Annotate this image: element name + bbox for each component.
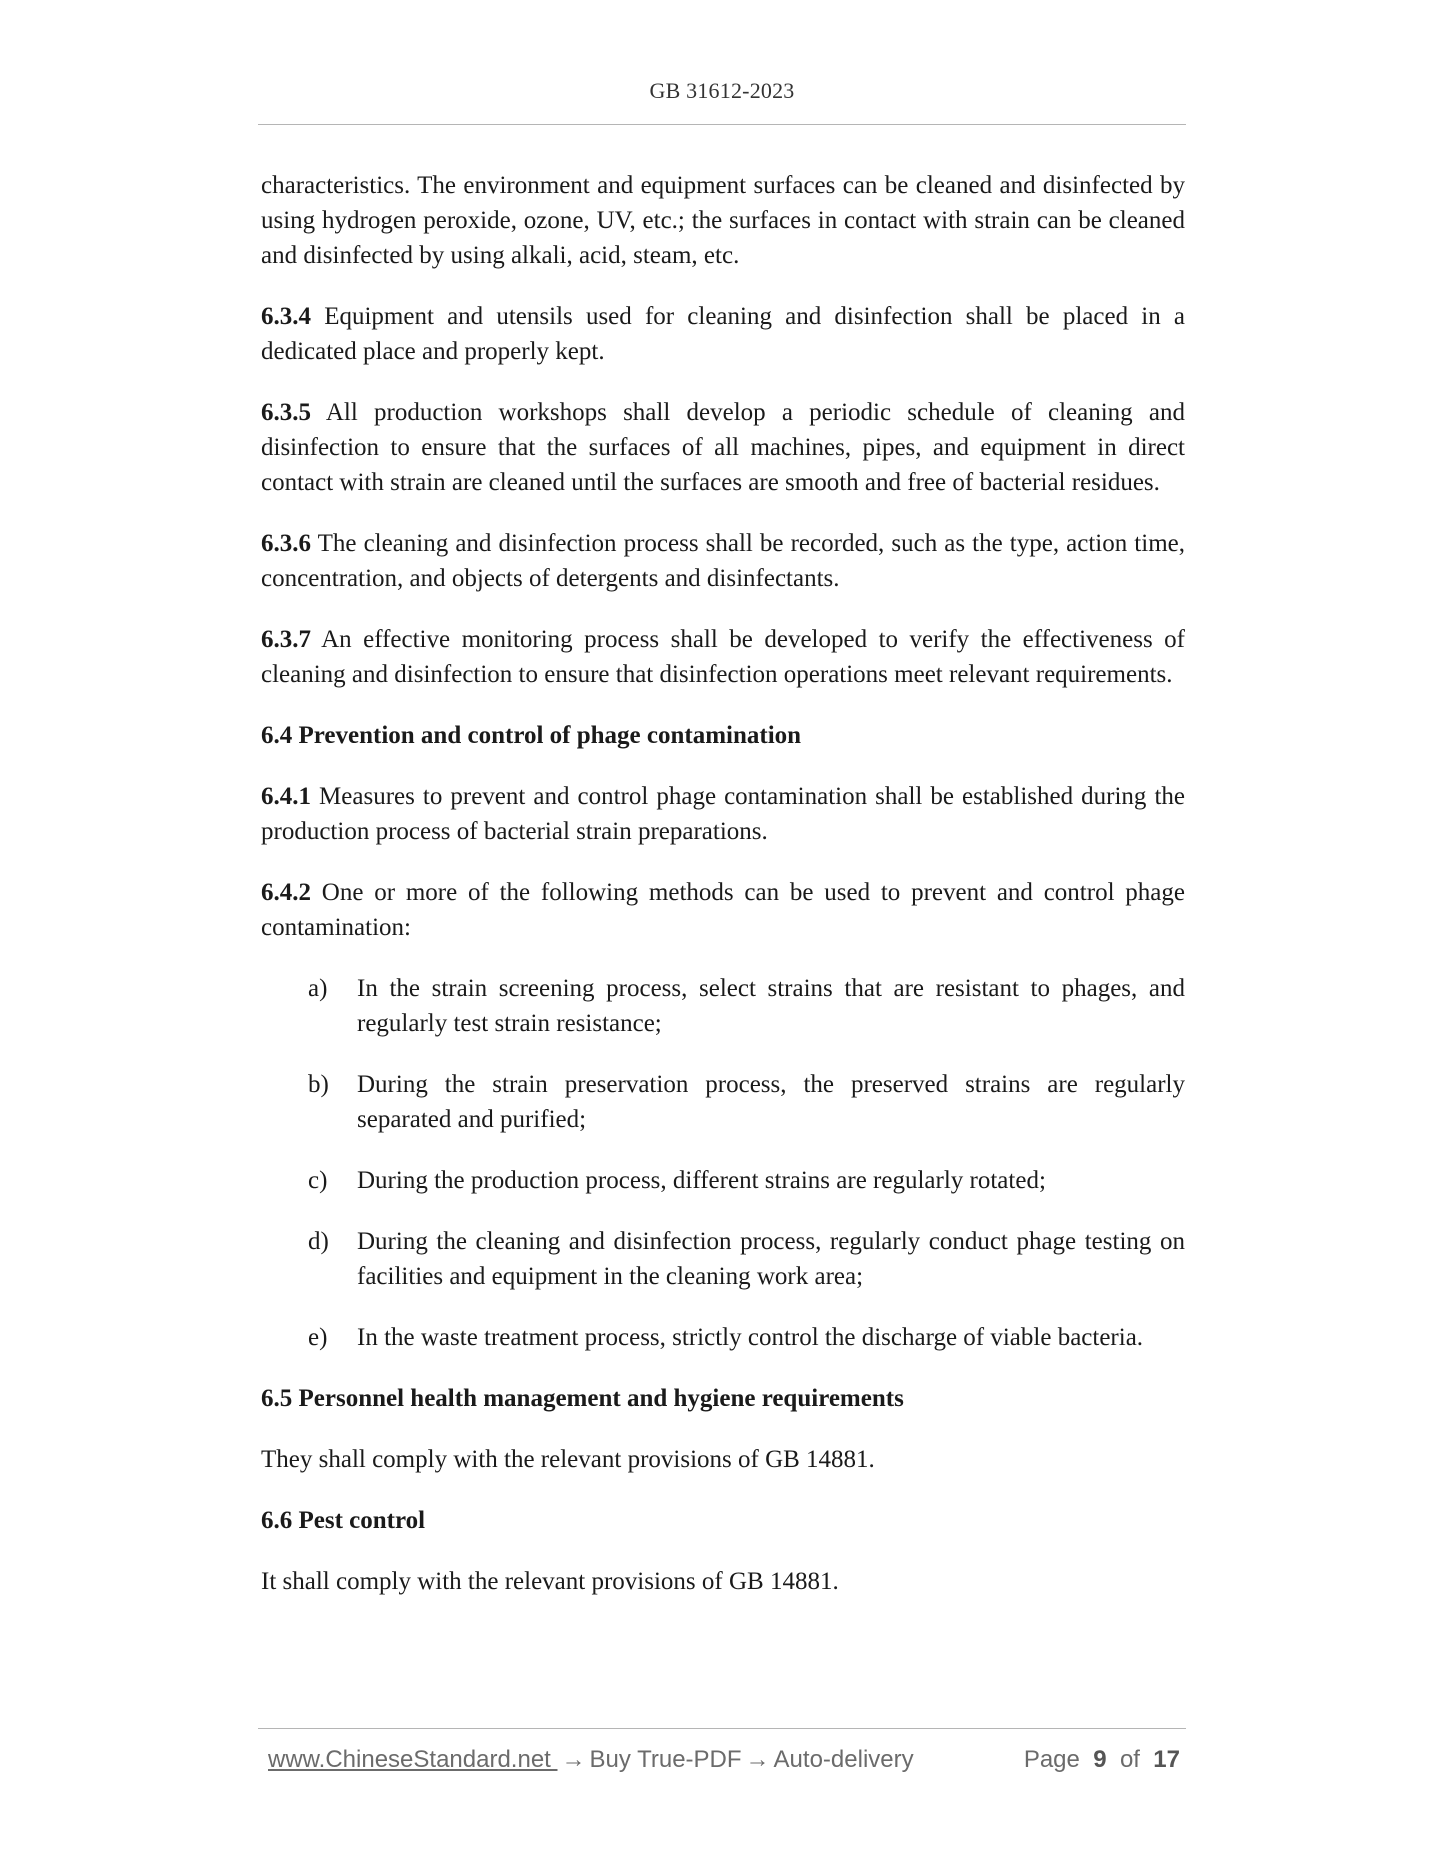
list-item-text: In the waste treatment process, strictly control the discharge of viable bacteria. [357, 1324, 1144, 1351]
list-item-text: In the strain screening process, select strains that are resistant to phages, and regularly test strain resistance; [357, 975, 1185, 1037]
clause-6-3-4 [261, 299, 1185, 369]
list-marker: a) [308, 975, 328, 1002]
arrow-right-icon: → [745, 1746, 770, 1773]
list-marker: d) [308, 1228, 329, 1255]
page-label: Page [1023, 1746, 1080, 1773]
clause-text: Measures to prevent and control phage contamination shall be established during the production process of bacterial strain preparations. [261, 783, 1186, 845]
clause-number: 6.3.6 [261, 530, 311, 557]
of-label: of [1119, 1746, 1140, 1773]
clause-number: 6.4.2 [261, 879, 311, 906]
list-item-a [261, 971, 1185, 1041]
paragraph-6-5: They shall comply with the relevant provisions of GB 14881. [261, 1446, 875, 1473]
clause-number: 6.3.4 [261, 303, 311, 330]
list-marker: b) [308, 1071, 329, 1098]
list-item-text: During the cleaning and disinfection process, regularly conduct phage testing on facilities and equipment in the cleaning work area; [357, 1228, 1185, 1290]
total-pages-number: 17 [1153, 1746, 1180, 1773]
paragraph-6-6: It shall comply with the relevant provisions of GB 14881. [261, 1568, 839, 1595]
clause-6-4-1 [261, 779, 1185, 849]
list-item-b [261, 1067, 1185, 1137]
arrow-right-icon: → [561, 1746, 586, 1773]
list-marker: c) [308, 1167, 328, 1194]
clause-text: Equipment and utensils used for cleaning and disinfection shall be placed in a dedicated place and properly kept. [261, 303, 1185, 365]
header-divider [258, 124, 1186, 125]
clause-6-3-7 [261, 622, 1185, 692]
clause-6-3-6 [261, 526, 1185, 596]
section-heading-6-6: 6.6 Pest control [261, 1507, 426, 1534]
list-item-d [261, 1224, 1185, 1294]
list-item-text: During the strain preservation process, the preserved strains are regularly separated and purified; [357, 1071, 1185, 1133]
section-heading-6-4: 6.4 Prevention and control of phage contamination [261, 722, 802, 749]
footer-promo [268, 1746, 914, 1774]
document-body [261, 168, 1185, 1625]
clause-6-4-2 [261, 875, 1185, 945]
clause-text: An effective monitoring process shall be developed to verify the effectiveness of cleaning and disinfection to ensure that disinfection operations meet relevant requirements. [261, 626, 1185, 688]
clause-number: 6.3.7 [261, 626, 311, 653]
list-item-text: During the production process, different strains are regularly rotated; [357, 1167, 1046, 1194]
clause-text: All production workshops shall develop a periodic schedule of cleaning and disinfection to ensure that the surfaces of all machines, pipes, and equipment in direct contact with strain are cleaned until the surfaces are smooth and free of bacterial residues. [261, 399, 1185, 496]
clause-text: One or more of the following methods can be used to prevent and control phage contamination: [261, 879, 1185, 941]
website-link[interactable]: www.ChineseStandard.net [268, 1746, 558, 1773]
section-heading-6-5: 6.5 Personnel health management and hygiene requirements [261, 1385, 904, 1412]
page-header-doc-id: GB 31612-2023 [649, 78, 795, 103]
list-item-c [261, 1163, 1185, 1198]
buy-true-pdf-text: Buy True-PDF [589, 1746, 742, 1773]
footer-divider [258, 1728, 1186, 1729]
clause-number: 6.3.5 [261, 399, 311, 426]
clause-6-3-5 [261, 395, 1185, 500]
intro-paragraph: characteristics. The environment and equipment surfaces can be cleaned and disinfected by using hydrogen peroxide, ozone, UV, etc.; the surfaces in contact with strain can be cleaned and disinfected by using alkali, acid, steam, etc. [261, 172, 1185, 269]
list-item-e [261, 1320, 1185, 1355]
list-marker: e) [308, 1324, 328, 1351]
page-indicator [1024, 1746, 1180, 1774]
clause-number: 6.4.1 [261, 783, 311, 810]
auto-delivery-text: Auto-delivery [773, 1746, 914, 1773]
clause-text: The cleaning and disinfection process shall be recorded, such as the type, action time, concentration, and objects of detergents and disinfectants. [261, 530, 1185, 592]
current-page-number: 9 [1093, 1746, 1107, 1773]
